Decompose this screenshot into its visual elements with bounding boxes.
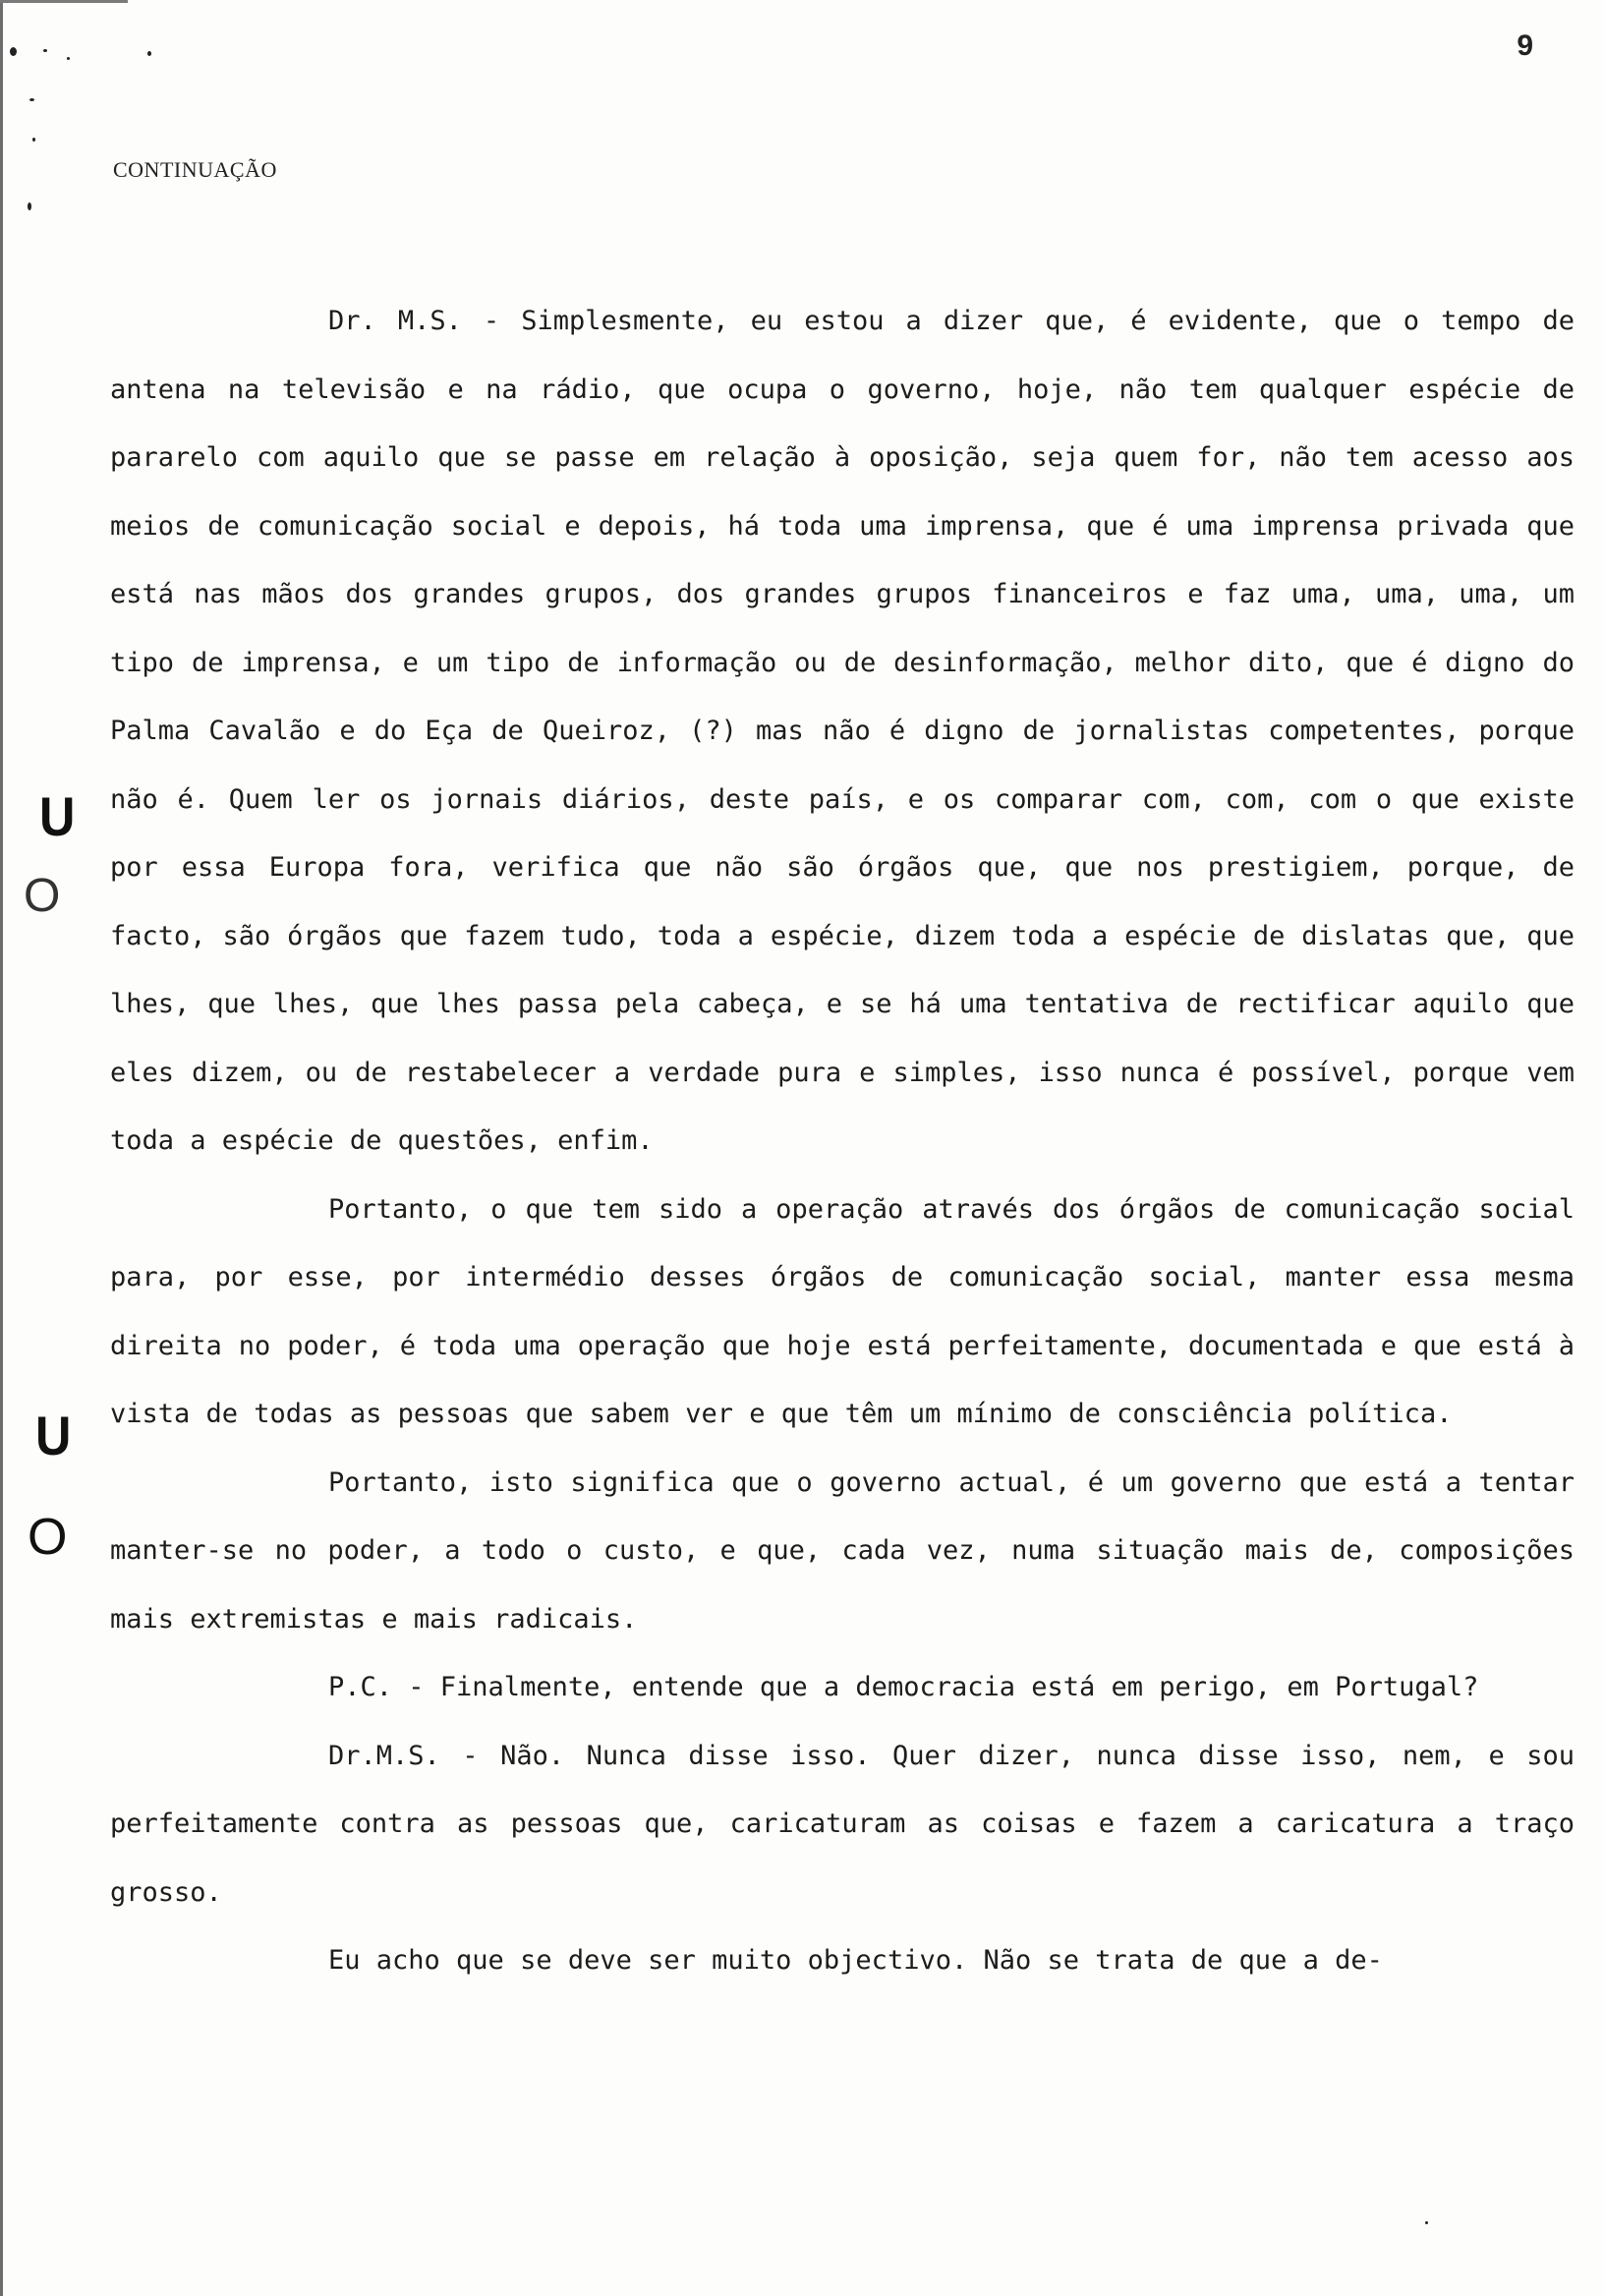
margin-mark-o: O [24, 870, 61, 922]
margin-mark-u: U [35, 1405, 72, 1466]
margin-mark-o: O [28, 1509, 68, 1566]
paragraph-dr-ms-1: Dr. M.S. - Simplesmente, eu estou a dizer que, é evidente, que o tempo de antena na televisão e na rádio, que ocupa o governo, hoje, não tem qualquer espécie de pararelo com aquilo que se passe em relação à oposição, seja quem for, não tem acesso aos meios de comunicação social e depois, há toda uma imprensa, que é uma imprensa privada que está nas mãos dos grandes grupos, dos grandes grupos financeiros e faz uma, uma, uma, um tipo de imprensa, e um tipo de informação ou de desinformação, melhor dito, que é digno do Palma Cavalão e do Eça de Queiroz, (?) mas não é digno de jornalistas competentes, porque não é. Quem ler os jornais diários, deste país, e os comparar com, com, com o que existe por essa Europa fora, verifica que não são órgãos que, que nos prestigiem, porque, de facto, são órgãos que fazem tudo, toda a espécie, dizem toda a espécie de dislatas que, que lhes, que lhes, que lhes passa pela cabeça, e se há uma tentativa de rectificar aquilo que eles dizem, ou de restabelecer a verdade pura e simples, isso nunca é possível, porque vem toda a espécie de questões, enfim. [110, 306, 1575, 1156]
scan-left-edge [0, 0, 3, 2296]
paragraph-question-pc: P.C. - Finalmente, entende que a democracia está em perigo, em Portugal? [328, 1672, 1479, 1702]
margin-mark-u: U [39, 785, 76, 847]
scan-speck [67, 57, 70, 60]
scan-speck [43, 49, 47, 52]
scan-speck [32, 138, 35, 142]
scan-speck [28, 202, 31, 210]
paragraph-portanto-2: Portanto, isto significa que o governo actual, é um governo que está a tentar manter-se no poder, a todo o custo, e que, cada vez, numa situação mais de, composições mais extremistas e mais radicais. [110, 1466, 1575, 1635]
scan-top-edge [0, 0, 128, 3]
paragraph-eu-acho: Eu acho que se deve ser muito objectivo. Não se trata de que a de- [328, 1945, 1383, 1976]
paragraph-portanto-1: Portanto, o que tem sido a operação através dos órgãos de comunicação social para, por esse, por intermédio desses órgãos de comunicação social, manter essa mesma direita no poder, é toda uma operação que hoje está perfeitamente, documentada e que está à vista de todas as pessoas que sabem ver e que têm um mínimo de consciência política. [110, 1193, 1575, 1429]
paragraph-dr-ms-2: Dr.M.S. - Não. Nunca disse isso. Quer dizer, nunca disse isso, nem, e sou perfeitamente contra as pessoas que, caricaturam as coisas e fazem a caricatura a traço grosso. [110, 1740, 1575, 1908]
transcript-body [110, 287, 1575, 1995]
page-header: CONTINUAÇÃO [113, 157, 277, 182]
scan-speck [1425, 2221, 1428, 2224]
scan-speck [147, 51, 151, 56]
page-number: 9 [1517, 29, 1533, 62]
scan-speck [10, 47, 17, 56]
scan-speck [29, 98, 34, 101]
